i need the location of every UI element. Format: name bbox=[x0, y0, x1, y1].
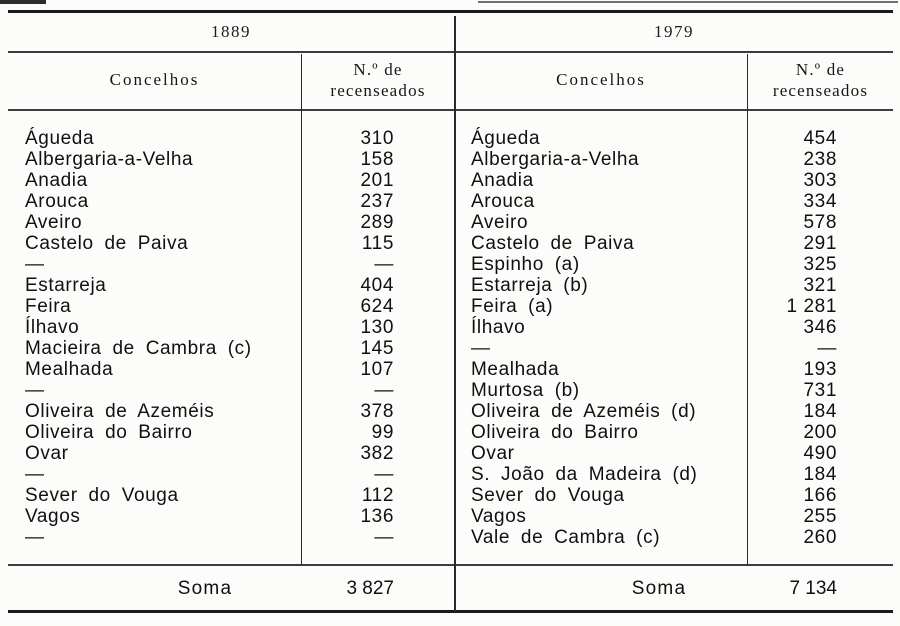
recenseados-value: 115 bbox=[361, 232, 394, 254]
column-header-concelhos-right: Concelhos bbox=[556, 70, 646, 89]
concelho-name: — bbox=[25, 253, 45, 275]
table-row bbox=[471, 149, 837, 170]
concelho-name: Espinho (a) bbox=[471, 253, 580, 275]
concelho-name: Estarreja bbox=[25, 274, 107, 296]
concelho-name: Vale de Cambra (c) bbox=[471, 526, 661, 548]
table-row bbox=[25, 485, 394, 506]
recenseados-value: 325 bbox=[803, 253, 837, 275]
column-header-recenseados-left bbox=[302, 59, 454, 101]
concelho-name: Ílhavo bbox=[471, 316, 526, 338]
recenseados-value: 291 bbox=[803, 232, 837, 254]
recenseados-value: 237 bbox=[360, 190, 394, 212]
recenseados-value: 624 bbox=[360, 295, 394, 317]
table-body-1979 bbox=[471, 128, 837, 548]
recenseados-value: 334 bbox=[803, 190, 837, 212]
table-row bbox=[471, 422, 837, 443]
concelho-name: Albergaria-a-Velha bbox=[25, 148, 194, 170]
table-row bbox=[471, 380, 837, 401]
column-header-concelhos-left: Concelhos bbox=[109, 70, 200, 89]
table-row bbox=[471, 401, 837, 422]
top-rule bbox=[8, 10, 893, 13]
table-row bbox=[471, 233, 837, 254]
table-row bbox=[25, 170, 394, 191]
recenseados-value: 346 bbox=[803, 316, 837, 338]
soma-separator-rule bbox=[8, 564, 893, 566]
year-header-1979: 1979 bbox=[654, 22, 694, 41]
column-header-recenseados-right bbox=[748, 59, 893, 101]
table-row bbox=[25, 317, 394, 338]
recenseados-value: — bbox=[374, 379, 394, 401]
recenseados-value: 321 bbox=[803, 274, 837, 296]
recenseados-value: 112 bbox=[361, 484, 394, 506]
recenseados-value: 454 bbox=[803, 127, 837, 149]
concelho-name: Oliveira do Bairro bbox=[471, 421, 639, 443]
center-divider bbox=[454, 16, 456, 611]
table-row bbox=[25, 527, 394, 548]
recenseados-value: 107 bbox=[360, 358, 394, 380]
scan-artifact-top-left bbox=[0, 0, 46, 4]
table-row bbox=[25, 338, 394, 359]
recenseados-value: 201 bbox=[360, 169, 394, 191]
concelho-name: — bbox=[471, 337, 491, 359]
recenseados-value: 289 bbox=[360, 211, 394, 233]
table-row bbox=[25, 422, 394, 443]
recenseados-value: 136 bbox=[360, 505, 394, 527]
soma-label-1979: Soma bbox=[631, 578, 687, 599]
table-body-1889 bbox=[25, 128, 394, 548]
concelho-name: Arouca bbox=[25, 190, 89, 212]
concelho-name: — bbox=[25, 463, 45, 485]
table-row bbox=[25, 128, 394, 149]
table-row bbox=[471, 317, 837, 338]
table-row bbox=[471, 254, 837, 275]
concelho-name: Mealhada bbox=[471, 358, 560, 380]
recenseados-value: — bbox=[374, 526, 394, 548]
scan-artifact-top-right bbox=[478, 1, 898, 3]
concelho-name: Águeda bbox=[471, 127, 541, 149]
recenseados-value: 731 bbox=[803, 379, 837, 401]
table-row bbox=[25, 191, 394, 212]
soma-label-1889: Soma bbox=[177, 578, 233, 599]
concelho-name: S. João da Madeira (d) bbox=[471, 463, 698, 485]
concelho-name: Oliveira de Azeméis (d) bbox=[471, 400, 697, 422]
concelho-name: Estarreja (b) bbox=[471, 274, 589, 296]
table-row bbox=[471, 170, 837, 191]
header-separator-rule bbox=[8, 109, 893, 111]
table-row bbox=[25, 149, 394, 170]
concelho-name: Oliveira do Bairro bbox=[25, 421, 193, 443]
table-row bbox=[25, 380, 394, 401]
recenseados-value: 490 bbox=[803, 442, 837, 464]
table-row bbox=[471, 506, 837, 527]
table-row bbox=[471, 527, 837, 548]
table-row bbox=[471, 464, 837, 485]
table-row bbox=[25, 296, 394, 317]
recenseados-line-2: recenseados bbox=[330, 81, 426, 100]
table-row bbox=[25, 443, 394, 464]
table-row bbox=[471, 338, 837, 359]
concelho-name: Vagos bbox=[471, 505, 527, 527]
recenseados-value: 200 bbox=[803, 421, 837, 443]
recenseados-value: 158 bbox=[360, 148, 394, 170]
year-header-1889: 1889 bbox=[211, 22, 251, 41]
table-row bbox=[25, 359, 394, 380]
recenseados-value: 378 bbox=[360, 400, 394, 422]
recenseados-value: 255 bbox=[803, 505, 837, 527]
concelho-name: Vagos bbox=[25, 505, 81, 527]
concelho-name: Aveiro bbox=[471, 211, 529, 233]
recenseados-value: 184 bbox=[803, 463, 837, 485]
concelho-name: Anadia bbox=[25, 169, 88, 191]
recenseados-value: 310 bbox=[360, 127, 394, 149]
concelho-name: Mealhada bbox=[25, 358, 114, 380]
table-row bbox=[471, 128, 837, 149]
soma-value-1979: 7 134 bbox=[789, 578, 837, 599]
table-row bbox=[471, 296, 837, 317]
recenseados-value: 382 bbox=[360, 442, 394, 464]
recenseados-value: 99 bbox=[371, 421, 394, 443]
concelho-name: Arouca bbox=[471, 190, 535, 212]
recenseados-value: 238 bbox=[803, 148, 837, 170]
table-row bbox=[25, 212, 394, 233]
table-row bbox=[471, 485, 837, 506]
recenseados-value: 130 bbox=[360, 316, 394, 338]
concelho-name: Ovar bbox=[471, 442, 515, 464]
table-row bbox=[471, 191, 837, 212]
concelho-name: Aveiro bbox=[25, 211, 83, 233]
concelho-name: Ovar bbox=[25, 442, 69, 464]
table-row bbox=[25, 275, 394, 296]
recenseados-line-1: N.º de bbox=[353, 60, 403, 79]
concelho-name: Oliveira de Azeméis bbox=[25, 400, 215, 422]
soma-value-1889: 3 827 bbox=[346, 578, 394, 599]
concelho-name: — bbox=[25, 379, 45, 401]
recenseados-value: 404 bbox=[360, 274, 394, 296]
bottom-rule bbox=[8, 610, 893, 613]
recenseados-value: 193 bbox=[803, 358, 837, 380]
recenseados-line-2: recenseados bbox=[772, 81, 869, 100]
concelho-name: Murtosa (b) bbox=[471, 379, 580, 401]
table-row bbox=[471, 212, 837, 233]
recenseados-line-1: N.º de bbox=[795, 60, 846, 79]
concelho-name: Castelo de Paiva bbox=[25, 232, 189, 254]
concelho-name: Albergaria-a-Velha bbox=[471, 148, 640, 170]
recenseados-value: — bbox=[374, 463, 394, 485]
concelho-name: Águeda bbox=[25, 127, 95, 149]
table-row bbox=[25, 506, 394, 527]
recenseados-value: — bbox=[374, 253, 394, 275]
recenseados-value: — bbox=[817, 337, 837, 359]
table-row bbox=[471, 443, 837, 464]
table-row bbox=[471, 359, 837, 380]
recenseados-value: 578 bbox=[803, 211, 837, 233]
concelho-name: Anadia bbox=[471, 169, 534, 191]
concelho-name: Feira (a) bbox=[471, 295, 554, 317]
concelho-name: Feira bbox=[25, 295, 72, 317]
table-row bbox=[25, 233, 394, 254]
recenseados-value: 145 bbox=[360, 337, 394, 359]
concelho-name: Sever do Vouga bbox=[25, 484, 179, 506]
recenseados-value: 260 bbox=[803, 526, 837, 548]
recenseados-value: 166 bbox=[803, 484, 837, 506]
recenseados-value: 303 bbox=[803, 169, 837, 191]
table-row bbox=[25, 401, 394, 422]
table-row bbox=[25, 254, 394, 275]
concelho-name: Ílhavo bbox=[25, 316, 80, 338]
concelho-name: Sever do Vouga bbox=[471, 484, 625, 506]
concelho-name: Castelo de Paiva bbox=[471, 232, 635, 254]
concelho-name: — bbox=[25, 526, 45, 548]
recenseados-value: 1 281 bbox=[786, 295, 837, 317]
year-separator-rule bbox=[8, 51, 893, 53]
table-row bbox=[25, 464, 394, 485]
concelho-name: Macieira de Cambra (c) bbox=[25, 337, 252, 359]
table-row bbox=[471, 275, 837, 296]
recenseados-value: 184 bbox=[803, 400, 837, 422]
